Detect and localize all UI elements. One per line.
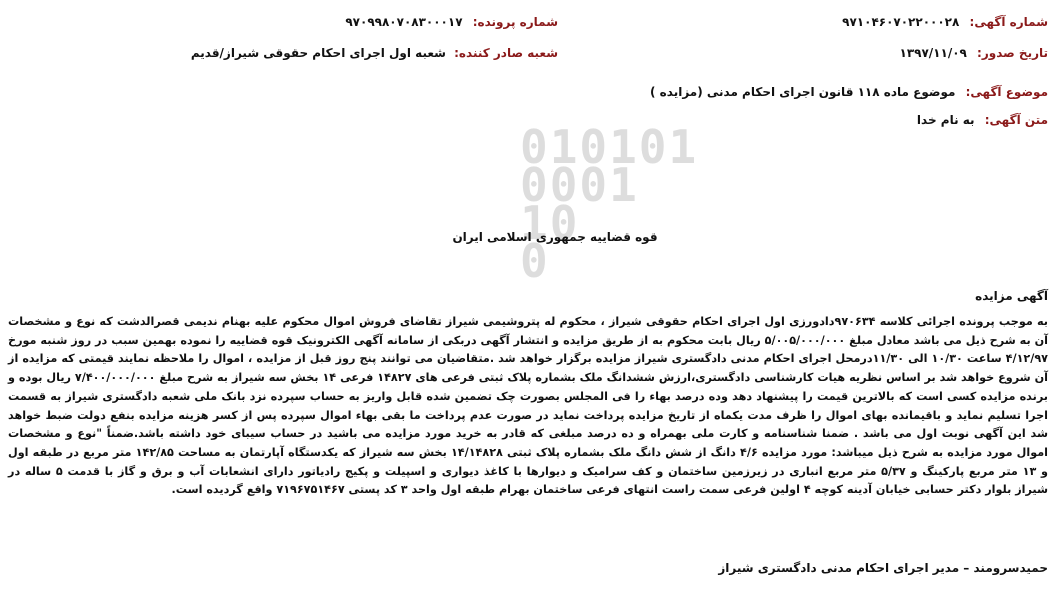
issue-date-value: ۱۳۹۷/۱۱/۰۹ <box>899 46 967 60</box>
issue-date-row <box>900 45 1049 61</box>
subject-row <box>650 84 1048 100</box>
binary-watermark: 010101 0001 10 0 <box>520 120 699 288</box>
issuing-branch-label: شعبه صادر کننده: <box>454 46 558 60</box>
text-row <box>917 112 1048 128</box>
subject-value: موضوع ماده ۱۱۸ قانون اجرای احکام مدنی (مزایده ) <box>650 85 956 99</box>
file-number-row <box>345 14 558 30</box>
ad-number-row <box>842 14 1048 30</box>
text-intro: به نام خدا <box>916 113 975 127</box>
issuing-branch-row <box>191 45 558 61</box>
text-label: متن آگهی: <box>984 113 1048 127</box>
issuing-branch-value: شعبه اول اجرای احکام حقوقی شیراز/قدیم <box>190 46 446 60</box>
file-number-value: ۹۷۰۹۹۸۰۷۰۸۳۰۰۰۱۷ <box>345 15 463 29</box>
auction-body-paragraph: به موجب پرونده اجرائی کلاسه ۹۷۰۶۳۴دادورزی اول اجرای احکام حقوقی شیراز ، محکوم له پتروشیمی شیراز تقاضای فروش اموال محکوم علیه بهنام ندیمی قصرالدشت که نوع و مشخصات آن به شرح ذیل می باشد معادل مبلغ ۵/۰۰۵/۰۰۰/۰۰۰ ریال بابت محکوم به از طریق مزایده و انتشار آگهی دربکی از سامانه آگهی الکترونیک قوه قضاییه را نموده بهمین سبب در روز شنبه مورخ ۴/۱۲/۹۷ ساعت ۱۰/۳۰ الی ۱۱/۳۰درمحل اجرای احکام مدنی دادگستری شیراز مزایده برگزار خواهد شد .متقاضیان می توانند پنج روز قبل از مزایده ، اموال را ملاحظه نمایند قیمتی که مزایده از آن شروع خواهد شد بر اساس نظریه هیات کارشناسی دادگستری،ارزش ششدانگ ملک بشماره پلاک ثبتی فرعی های ۱۴۸۲۷ فرعی ۱۴ بخش سه شیراز به شرح مبلغ ۷/۴۰۰/۰۰۰/۰۰۰ ریال بوده و برنده مزایده کسی است که بالاترین قیمت را پیشنهاد دهد وده درصد بهاء را فی المجلس بصورت چک تضمین شده قابل واریز به حساب سپرده نزد بانک ملی شعبه دادگستری شیراز به قسمت اجرا تسلیم نماید و باقیمانده بهای اموال را ظرف مدت یکماه از تاریخ مزایده پرداخت نماید در صورت عدم پرداخت ما بقی بهاء اموال سپرده پس از کسر هزینه مزایده بنفع دولت ضبط خواهد شد این آگهی نوبت اول می باشد . ضمنا شناسنامه و کارت ملی بهمراه و ده درصد مبلغی که قادر به خرید مورد مزایده می باشید در حساب سیبای خود داشته باشد.ضمناً "نوع و مشخصات اموال مورد مزایده به شرح ذیل میباشد: مورد مزایده ۴/۶ دانگ از شش دانگ ملک بشماره پلاک ثبتی ۱۴/۱۴۸۲۸ بخش سه شیراز که یکدستگاه آپارتمان به مساحت ۱۴۲/۸۵ متر مربع در طبقه اول و ۱۳ متر مربع پارکینگ و ۵/۳۷ متر مربع انباری در زیرزمین ساختمان و کف سرامیک و دیوارها با کاغذ دیواری و اسپیلت و پکیج رادیاتور دارای انشعابات آب و برق و گاز با قدمت ۵ ساله در شیراز بلوار دکتر حسابی خیابان آدینه کوچه ۴ اولین فرعی سمت راست انتهای فرعی ساختمان بهرام طبقه اول واحد ۳ کد پستی ۷۱۹۶۷۵۱۴۶۷ واقع گردیده است. <box>8 315 1049 497</box>
judiciary-title: قوه قضاییه جمهوری اسلامی ایران <box>452 230 658 244</box>
file-number-label: شماره پرونده: <box>472 15 558 29</box>
ad-number-label: شماره آگهی: <box>969 15 1048 29</box>
issue-date-label: تاریخ صدور: <box>977 46 1048 60</box>
ad-number-value: ۹۷۱۰۴۶۰۷۰۲۲۰۰۰۲۸ <box>842 15 960 29</box>
subject-label: موضوع آگهی: <box>965 85 1048 99</box>
auction-title: آگهی مزایده <box>975 289 1048 303</box>
signature-line: حمیدسرومند – مدیر اجرای احکام مدنی دادگستری شیراز <box>718 561 1048 575</box>
